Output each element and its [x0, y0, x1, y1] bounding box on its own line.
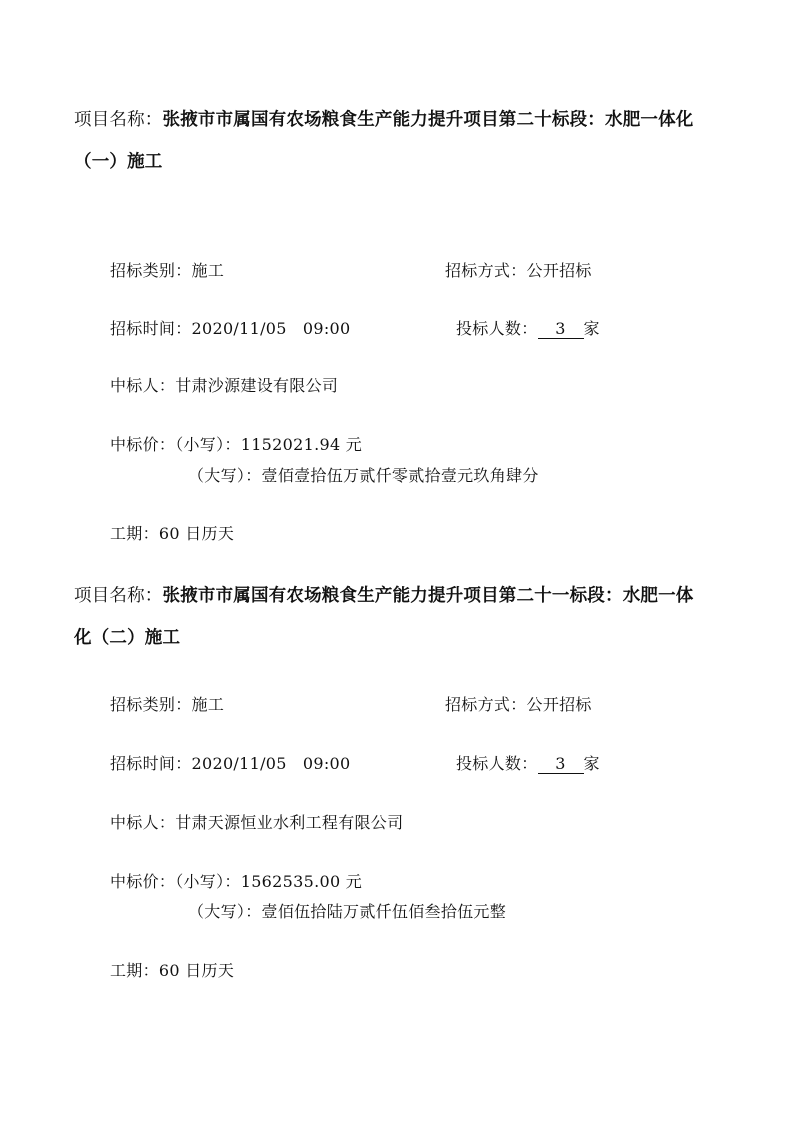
project-name-value-cont: 化（二）施工 — [74, 628, 181, 648]
project-name-value: 张掖市市属国有农场粮食生产能力提升项目第二十标段：水肥一体化 — [162, 110, 694, 130]
bidders-value: 3 — [538, 755, 584, 774]
method-value: 公开招标 — [526, 261, 592, 280]
price-label: 中标价： — [110, 872, 176, 891]
project-2-method — [445, 692, 592, 715]
method-value: 公开招标 — [526, 695, 592, 714]
price-small-label: （小写）： — [175, 435, 241, 454]
winner-value: 甘肃天源恒业水利工程有限公司 — [175, 813, 404, 832]
price-small-value: 1562535.00 元 — [240, 872, 363, 891]
project-1-winner — [110, 373, 338, 396]
duration-label: 工期： — [110, 961, 159, 980]
category-value: 施工 — [191, 261, 225, 280]
winner-value: 甘肃沙源建设有限公司 — [175, 376, 339, 395]
duration-value: 60 日历天 — [158, 961, 235, 980]
project-2-price-large — [188, 899, 506, 922]
project-1-price-large — [188, 463, 539, 486]
project-2-price-small — [110, 869, 362, 892]
price-large-label: （大写）： — [188, 902, 262, 921]
bidders-value: 3 — [538, 320, 584, 339]
project-1-bidders — [456, 316, 600, 339]
project-name-label: 项目名称： — [74, 110, 163, 130]
category-label: 招标类别： — [110, 261, 192, 280]
project-2-title-line-1 — [74, 582, 694, 607]
project-1-price-small — [110, 432, 362, 455]
price-label: 中标价： — [110, 435, 176, 454]
time-value: 2020/11/05 09:00 — [191, 319, 351, 338]
category-label: 招标类别： — [110, 695, 192, 714]
method-label: 招标方式： — [445, 695, 527, 714]
time-value: 2020/11/05 09:00 — [191, 754, 351, 773]
project-name-value-cont: （一）施工 — [74, 152, 163, 172]
price-large-value: 壹佰伍拾陆万贰仟伍佰叁拾伍元整 — [261, 902, 507, 921]
method-label: 招标方式： — [445, 261, 527, 280]
bidders-unit: 家 — [583, 319, 600, 338]
project-1-title-line-2 — [74, 148, 163, 173]
project-1-category — [110, 258, 224, 281]
project-name-value: 张掖市市属国有农场粮食生产能力提升项目第二十一标段：水肥一体 — [162, 586, 694, 606]
bidders-unit: 家 — [583, 754, 600, 773]
project-1-method — [445, 258, 592, 281]
project-1-time — [110, 316, 351, 339]
time-label: 招标时间： — [110, 754, 192, 773]
project-2-bidders — [456, 751, 600, 774]
duration-label: 工期： — [110, 524, 159, 543]
price-small-label: （小写）： — [175, 872, 241, 891]
project-2-winner — [110, 810, 403, 833]
price-small-value: 1152021.94 元 — [240, 435, 363, 454]
project-1-duration — [110, 521, 234, 544]
bidders-label: 投标人数： — [456, 754, 538, 773]
duration-value: 60 日历天 — [158, 524, 235, 543]
project-2-time — [110, 751, 351, 774]
winner-label: 中标人： — [110, 813, 176, 832]
project-2-category — [110, 692, 224, 715]
winner-label: 中标人： — [110, 376, 176, 395]
price-large-value: 壹佰壹拾伍万贰仟零贰拾壹元玖角肆分 — [261, 466, 539, 485]
project-1-title-line-1 — [74, 106, 694, 131]
bidders-label: 投标人数： — [456, 319, 538, 338]
category-value: 施工 — [191, 695, 225, 714]
time-label: 招标时间： — [110, 319, 192, 338]
project-name-label: 项目名称： — [74, 586, 163, 606]
price-large-label: （大写）： — [188, 466, 262, 485]
project-2-duration — [110, 958, 234, 981]
project-2-title-line-2 — [74, 624, 180, 649]
